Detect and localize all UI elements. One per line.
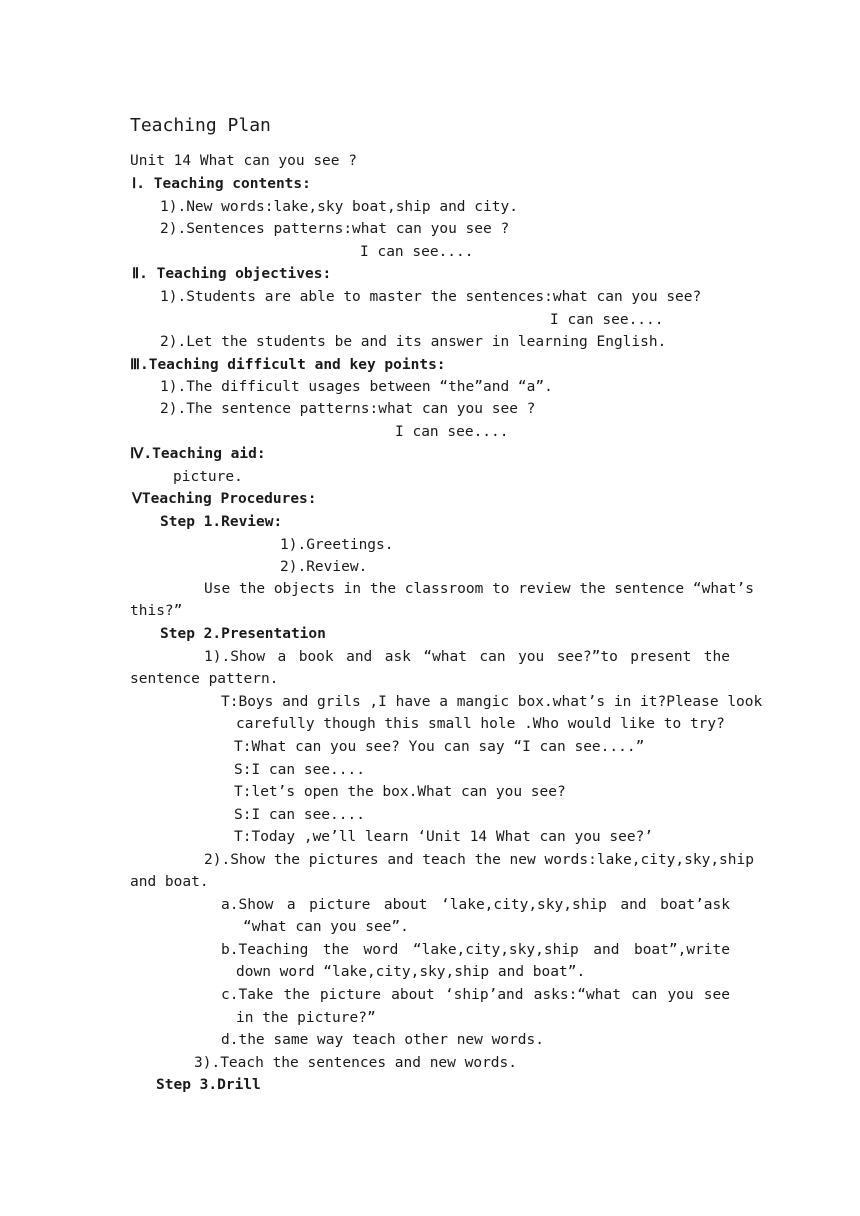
text-line: 2).Show the pictures and teach the new words:lake,city,sky,ship: [204, 852, 754, 868]
text-line: 1).Show a book and ask “what can you see?”to present the: [204, 649, 730, 665]
text-line: T:Today ,we’ll learn ‘Unit 14 What can you see?’: [234, 829, 654, 845]
step-heading: Step 2.Presentation: [160, 626, 326, 642]
text-line: 2).Sentences patterns:what can you see ?: [160, 221, 510, 237]
list-item-b: b.Teaching the word “lake,city,sky,ship and boat”,write: [221, 942, 730, 958]
text-line: this?”: [130, 603, 183, 619]
text-line: 2).Let the students be and its answer in learning English.: [160, 334, 667, 350]
step-heading: Step 3.Drill: [156, 1077, 261, 1093]
text-line: sentence pattern.: [130, 671, 279, 687]
list-item-d: d.the same way teach other new words.: [221, 1032, 545, 1048]
section-heading-procedures: ⅤTeaching Procedures:: [132, 491, 317, 507]
text-line: and boat.: [130, 874, 209, 890]
text-line: in the picture?”: [236, 1010, 376, 1026]
text-line: T:let’s open the box.What can you see?: [234, 784, 566, 800]
text-line: I can see....: [360, 244, 474, 260]
text-line: 1).Students are able to master the sentences:what can you see?: [160, 289, 702, 305]
text-line: I can see....: [550, 312, 664, 328]
text-line: S:I can see....: [234, 807, 365, 823]
list-item-a: a.Show a picture about ‘lake,city,sky,ship and boat’ask: [221, 897, 730, 913]
unit-line: Unit 14 What can you see ?: [130, 153, 357, 169]
text-line: Use the objects in the classroom to review the sentence “what’s: [204, 581, 754, 597]
text-line: T:What can you see? You can say “I can see....”: [234, 739, 645, 755]
section-heading-contents: Ⅰ. Teaching contents:: [132, 176, 311, 192]
text-line: down word “lake,city,sky,ship and boat”.: [236, 964, 586, 980]
text-line: 2).Review.: [280, 559, 368, 575]
text-line: I can see....: [395, 424, 509, 440]
section-heading-aid: Ⅳ.Teaching aid:: [130, 446, 266, 462]
page-title: Teaching Plan: [130, 115, 271, 136]
section-heading-objectives: Ⅱ. Teaching objectives:: [132, 266, 332, 282]
text-line: picture.: [173, 469, 243, 485]
text-line: 1).New words:lake,sky boat,ship and city.: [160, 199, 518, 215]
section-heading-key-points: Ⅲ.Teaching difficult and key points:: [130, 357, 446, 373]
text-line: 2).The sentence patterns:what can you see ?: [160, 401, 536, 417]
text-line: carefully though this small hole .Who would like to try?: [236, 716, 725, 732]
step-heading: Step 1.Review:: [160, 514, 283, 530]
text-line: 1).The difficult usages between “the”and “a”.: [160, 379, 553, 395]
text-line: 1).Greetings.: [280, 537, 394, 553]
list-item-c: c.Take the picture about ‘ship’and asks:“what can you see: [221, 987, 730, 1003]
text-line: T:Boys and grils ,I have a mangic box.what’s in it?Please look: [221, 694, 763, 710]
text-line: “what can you see”.: [243, 919, 409, 935]
text-line: 3).Teach the sentences and new words.: [194, 1055, 518, 1071]
text-line: S:I can see....: [234, 762, 365, 778]
